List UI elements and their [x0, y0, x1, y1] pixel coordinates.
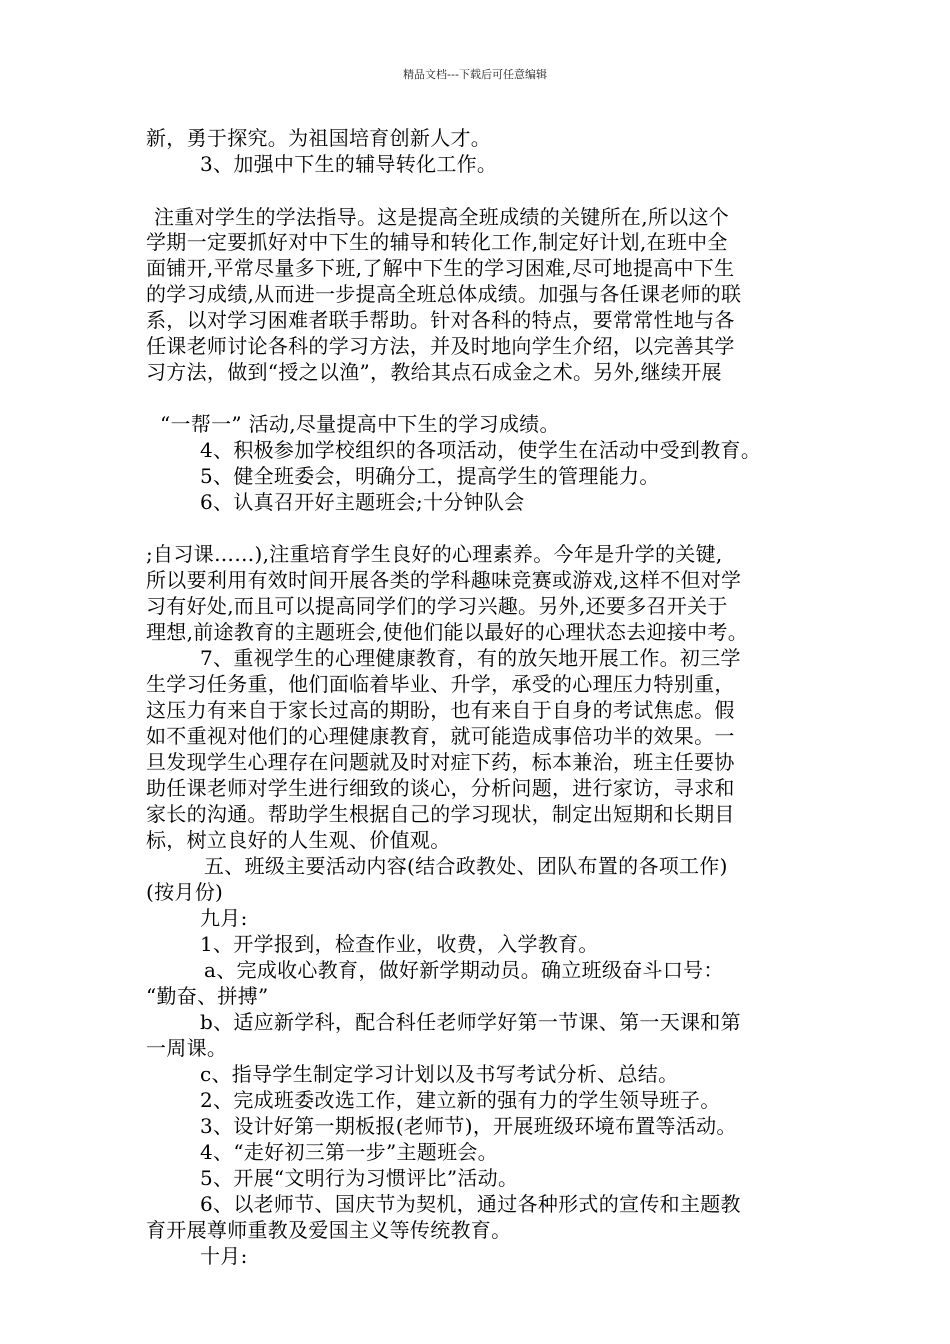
- text-line: 5、健全班委会，明确分工，提高学生的管理能力。: [200, 464, 660, 488]
- text-line: 新，勇于探究。为祖国培育创新人才。: [146, 126, 492, 150]
- text-line: 习有好处,而且可以提高同学们的学习兴趣。另外,还要多召开关于: [146, 594, 728, 618]
- text-line: 1、开学报到，检查作业，收费，入学教育。: [200, 932, 599, 956]
- text-line: 4、“走好初三第一步”主题班会。: [200, 1140, 498, 1164]
- text-line: 习方法，做到“授之以渔”，教给其点石成金之术。另外,继续开展: [146, 360, 722, 384]
- text-line: 的学习成绩,从而进一步提高全班总体成绩。加强与各任课老师的联: [146, 282, 742, 306]
- text-line: 所以要利用有效时间开展各类的学科趣味竞赛或游戏,这样不但对学: [146, 568, 742, 592]
- text-line: 一周课。: [146, 1036, 228, 1060]
- text-line: 旦发现学生心理存在问题就及时对症下药，标本兼治，班主任要协: [146, 750, 735, 774]
- text-line: 如不重视对他们的心理健康教育，就可能造成事倍功半的效果。一: [146, 724, 735, 748]
- text-line: 面铺开,平常尽量多下班,了解中下生的学习困难,尽可地提高中下生: [146, 256, 735, 280]
- text-line: 学期一定要抓好对中下生的辅导和转化工作,制定好计划,在班中全: [146, 230, 728, 254]
- text-line: 育开展尊师重教及爱国主义等传统教育。: [146, 1218, 512, 1242]
- text-line: b、适应新学科，配合科任老师学好第一节课、第一天课和第: [200, 1010, 741, 1034]
- text-line: 3、加强中下生的辅导转化工作。: [200, 152, 498, 176]
- text-line: 标，树立良好的人生观、价值观。: [146, 828, 451, 852]
- text-line: 理想,前途教育的主题班会,使他们能以最好的心理状态去迎接中考。: [146, 620, 749, 644]
- text-line: 5、开展“文明行为习惯评比”活动。: [200, 1166, 519, 1190]
- month-heading: 九月:: [200, 906, 248, 930]
- text-line: 任课老师讨论各科的学习方法，并及时地向学生介绍，以完善其学: [146, 334, 735, 358]
- text-line: a、完成收心教育，做好新学期动员。确立班级奋斗口号：: [204, 958, 724, 982]
- text-line: 助任课老师对学生进行细致的谈心，分析问题，进行家访，寻求和: [146, 776, 735, 800]
- text-line: 2、完成班委改选工作，建立新的强有力的学生领导班子。: [200, 1088, 721, 1112]
- text-line: 4、积极参加学校组织的各项活动，使学生在活动中受到教育。: [200, 438, 762, 462]
- section-heading: 五、班级主要活动内容(结合政教处、团队布置的各项工作): [204, 854, 728, 878]
- page-header: 精品文档---下载后可任意编辑: [403, 68, 547, 81]
- text-line: 3、设计好第一期板报(老师节)，开展班级环境布置等活动。: [200, 1114, 737, 1138]
- text-line: 6、以老师节、国庆节为契机，通过各种形式的宣传和主题教: [200, 1192, 741, 1216]
- text-line: (按月份): [146, 880, 224, 904]
- text-line: 家长的沟通。帮助学生根据自己的学习现状，制定出短期和长期目: [146, 802, 735, 826]
- text-line: “一帮一” 活动,尽量提高中下生的学习成绩。: [160, 412, 560, 436]
- text-line: 这压力有来自于家长过高的期盼，也有来自于自身的考试焦虑。假: [146, 698, 735, 722]
- text-line: 注重对学生的学法指导。这是提高全班成绩的关键所在,所以这个: [154, 205, 730, 229]
- text-line: ;自习课……),注重培育学生良好的心理素养。今年是升学的关键,: [146, 542, 723, 566]
- text-line: 系，以对学习困难者联手帮助。针对各科的特点，要常常性地与各: [146, 308, 735, 332]
- month-heading: 十月:: [200, 1244, 248, 1268]
- text-line: 6、认真召开好主题班会;十分钟队会: [200, 490, 525, 514]
- text-line: 生学习任务重，他们面临着毕业、升学，承受的心理压力特别重，: [146, 672, 735, 696]
- text-line: 7、重视学生的心理健康教育，有的放矢地开展工作。初三学: [200, 646, 741, 670]
- text-line: c、指导学生制定学习计划以及书写考试分析、总结。: [200, 1062, 679, 1086]
- text-line: “勤奋、拼搏”: [146, 984, 269, 1008]
